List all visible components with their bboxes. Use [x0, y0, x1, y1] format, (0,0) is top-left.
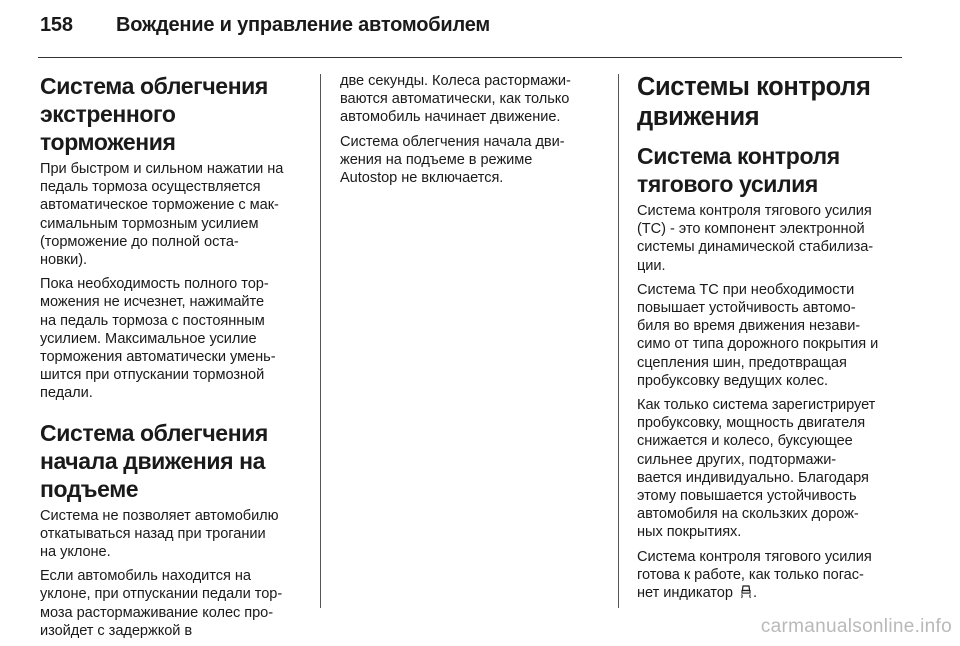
section-heading-hill-start-assist: Система облегчения начала движения на подъеме — [40, 419, 268, 502]
paragraph: При быстром и сильном нажатии на педаль тормоза осуществляется автоматическое торможение с мак- симальным тормозным усилием (торможение до полной оста- новки). — [40, 161, 284, 269]
watermark: carmanualsonline.info — [760, 616, 952, 637]
page-header — [40, 14, 490, 50]
subsection-heading-traction-control: Система контроля тягового усилия — [637, 143, 840, 197]
column-1 — [40, 72, 310, 646]
header-rule — [38, 57, 902, 58]
traction-control-indicator-icon — [739, 585, 753, 599]
paragraph: Пока необходимость полного тор- можения не исчезнет, нажимайте на педаль тормоза с постоянным усилием. Максимальное усилие торможения автоматически умень- шится при отпускании тормозной педали. — [40, 276, 276, 402]
paragraph: Система не позволяет автомобилю откатываться назад при трогании на уклоне. — [40, 507, 279, 561]
column-divider — [320, 74, 321, 608]
paragraph: Система контроля тягового усилия готова к работе, как только погас- нет индикатор . — [637, 548, 872, 602]
paragraph: Система облегчения начала дви- жения на подъеме в режиме Autostop не включается. — [340, 133, 565, 187]
section-heading-emergency-braking: Система облегчения экстренного торможения — [40, 73, 268, 155]
paragraph: Система контроля тягового усилия (TC) - это компонент электронной системы динамической стабилиза- ции. — [637, 203, 874, 274]
paragraph: Система TC при необходимости повышает устойчивость автомо- биля во время движения незави- симо от типа дорожного покрытия и сцепления шин, предотвращая пробуксовку ведущих колес. — [637, 281, 879, 389]
paragraph: две секунды. Колеса растормажи- ваются автоматически, как только автомобиль начинает движение. — [340, 73, 571, 126]
chapter-title: Вождение и управление автомобилем — [116, 14, 491, 36]
paragraph: Как только система зарегистрирует пробуксовку, мощность двигателя снижается и колесо, буксующее сильнее других, подтормажи- вается индивидуально. Благодаря этому повышается устойчивость автомобиля на скользких дорож- ных покрытиях. — [637, 397, 876, 541]
paragraph: Если автомобиль находится на уклоне, при отпускании педали тор- моза растормаживание колес про- изойдет с задержкой в — [40, 568, 283, 639]
section-heading-traction-systems: Системы контроля движения — [637, 73, 871, 131]
page-number: 158 — [40, 14, 73, 36]
column-2 — [340, 72, 602, 193]
column-3 — [637, 72, 902, 608]
column-divider — [618, 74, 619, 608]
